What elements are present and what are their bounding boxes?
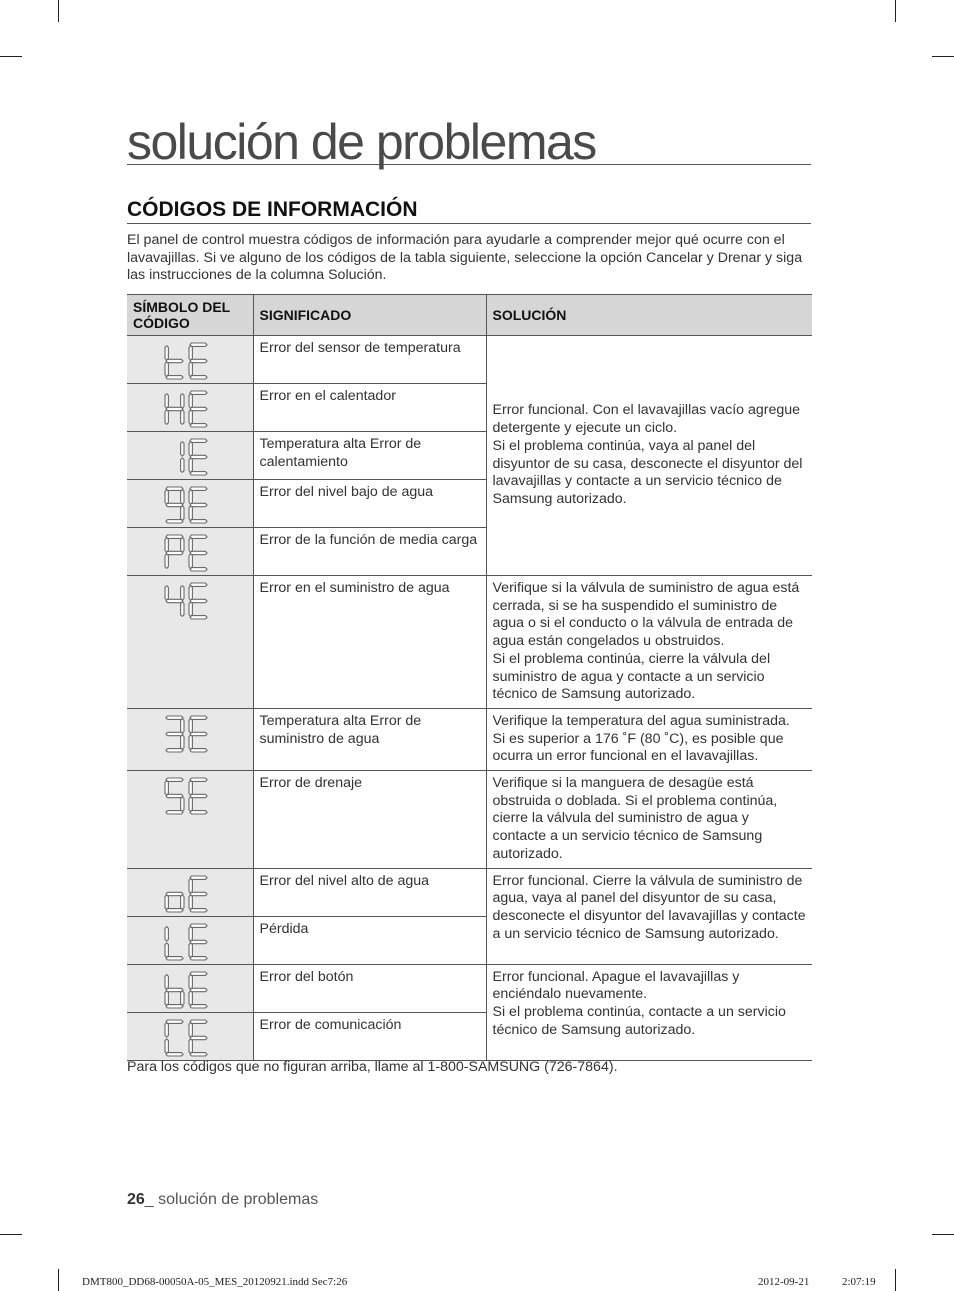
display-segment [190, 716, 207, 719]
display-segment [190, 794, 207, 797]
solution-text: Error funcional. Apague el lavavajillas y enciéndalo nuevamente. [492, 968, 740, 1003]
display-segment [165, 942, 168, 957]
display-segment [166, 535, 183, 538]
page-number: 26 [127, 1191, 145, 1208]
display-segment [181, 719, 184, 734]
display-segment [166, 359, 183, 362]
code-symbol-1E [127, 432, 253, 480]
display-segment [190, 908, 207, 911]
table-row [127, 771, 812, 869]
display-segment [189, 974, 192, 989]
display-segment [189, 894, 192, 909]
display-segment [190, 876, 207, 879]
display-segment [166, 520, 183, 523]
display-segment [190, 988, 207, 991]
display-segment [189, 410, 192, 425]
info-codes-table [127, 294, 812, 1061]
display-segment [189, 490, 192, 505]
display-segment [189, 362, 192, 377]
table-row [127, 336, 812, 384]
display-segment [190, 811, 207, 814]
solution-text: Si el problema continúa, cierre la válvula del suministro de agua y contacte a un servicio técnico de Samsung autorizado. [492, 650, 771, 703]
display-segment [189, 735, 192, 750]
display-segment [166, 716, 183, 719]
code-symbol-4E [127, 576, 253, 709]
display-segment [189, 1038, 192, 1053]
crop-mark [58, 0, 59, 22]
solution-cell [486, 868, 812, 964]
meaning-cell: Error de comunicación [253, 1012, 486, 1060]
crop-mark [0, 1234, 22, 1235]
table-row [127, 576, 812, 709]
display-segment [189, 942, 192, 957]
header-solution: SOLUCIÓN [486, 295, 812, 336]
solution-cell [486, 336, 812, 576]
meaning-cell: Temperatura alta Error de calentamiento [253, 432, 486, 480]
display-segment [181, 394, 184, 409]
display-segment [189, 878, 192, 893]
code-symbol-HE [127, 384, 253, 432]
solution-cell [486, 576, 812, 709]
display-segment [181, 735, 184, 750]
display-segment [165, 554, 168, 569]
display-segment [166, 1004, 183, 1007]
page-title: solución de problemas [127, 116, 811, 165]
display-segment [190, 472, 207, 475]
display-segment [190, 1036, 207, 1039]
display-segment [190, 359, 207, 362]
display-segment [165, 410, 168, 425]
code-symbol-oE [127, 868, 253, 916]
display-segment [190, 778, 207, 781]
intro-paragraph: El panel de control muestra códigos de información para ayudarle a comprender mejor qué ocurre con el lavavajillas. Si ve alguno de los códigos de la tabla siguiente, seleccione la opción Cancelar y Drenar y siga las instrucciones de la columna Solución. [127, 232, 803, 283]
display-segment [189, 538, 192, 553]
crop-mark [932, 1234, 954, 1235]
code-symbol-LE [127, 916, 253, 964]
display-segment [189, 719, 192, 734]
solution-text: Verifique la temperatura del agua suministrada. Si es superior a 176 ˚F (80 ˚C), es posible que ocurra un error funcional en el lavavajillas. [492, 712, 790, 765]
display-segment [190, 487, 207, 490]
code-symbol-9E [127, 480, 253, 528]
display-segment [190, 924, 207, 927]
meaning-cell: Error de drenaje [253, 771, 486, 869]
display-segment [181, 538, 184, 553]
display-segment [166, 732, 183, 735]
print-file-info: DMT800_DD68-00050A-05_MES_20120921.indd Sec7:26 [82, 1276, 348, 1288]
display-segment [181, 410, 184, 425]
display-segment [165, 1022, 168, 1037]
display-segment [166, 892, 183, 895]
display-segment [165, 538, 168, 553]
solution-text: Error funcional. Con el lavavajillas vacío agregue detergente y ejecute un ciclo. [492, 402, 801, 437]
display-segment [165, 894, 168, 909]
display-segment [166, 811, 183, 814]
solution-cell [486, 708, 812, 770]
meaning-cell: Error en el calentador [253, 384, 486, 432]
table-header-row [127, 295, 812, 336]
display-segment [190, 1004, 207, 1007]
crop-mark [895, 1269, 896, 1291]
display-segment [166, 956, 183, 959]
display-segment [166, 487, 183, 490]
display-segment [166, 778, 183, 781]
solution-text: Error funcional. Cierre la válvula de suministro de agua, vaya al panel del disyuntor de su casa, desconecte el disyuntor del lavavajillas y contacte a un servicio técnico de Samsung autorizado. [492, 872, 806, 942]
display-segment [189, 554, 192, 569]
crop-mark [58, 1269, 59, 1291]
display-segment [181, 442, 184, 457]
display-segment [190, 749, 207, 752]
display-segment [181, 797, 184, 812]
display-segment [166, 749, 183, 752]
header-meaning: SIGNIFICADO [253, 295, 486, 336]
display-segment [190, 568, 207, 571]
code-symbol-tE [127, 336, 253, 384]
meaning-cell: Error del nivel alto de agua [253, 868, 486, 916]
display-segment [190, 732, 207, 735]
display-segment [190, 391, 207, 394]
display-segment [165, 346, 168, 361]
meaning-cell: Error del nivel bajo de agua [253, 480, 486, 528]
meaning-cell: Error del botón [253, 964, 486, 1012]
footnote: Para los códigos que no figuran arriba, llame al 1-800-SAMSUNG (726-7864). [127, 1059, 618, 1075]
solution-cell [486, 771, 812, 869]
display-segment [190, 407, 207, 410]
print-date: 2012-09-21 [758, 1276, 810, 1288]
display-segment [190, 972, 207, 975]
display-segment [181, 894, 184, 909]
display-segment [165, 362, 168, 377]
display-segment [190, 616, 207, 619]
meaning-cell: Error del sensor de temperatura [253, 336, 486, 384]
display-segment [190, 551, 207, 554]
display-segment [190, 892, 207, 895]
display-segment [189, 926, 192, 941]
display-segment [165, 1038, 168, 1053]
display-segment [181, 458, 184, 473]
solution-text: Verifique si la manguera de desagüe está obstruida o doblada. Si el problema continúa, cierre la válvula del suministro de agua y contacte a un servicio técnico de Samsung autorizado. [492, 775, 778, 862]
display-segment [166, 794, 183, 797]
display-segment [189, 1022, 192, 1037]
display-segment [189, 458, 192, 473]
display-segment [165, 974, 168, 989]
display-segment [190, 520, 207, 523]
display-segment [165, 586, 168, 601]
display-segment [165, 990, 168, 1005]
display-segment [190, 439, 207, 442]
display-segment [190, 535, 207, 538]
display-segment [190, 956, 207, 959]
display-segment [189, 586, 192, 601]
display-segment [181, 602, 184, 617]
display-segment [166, 908, 183, 911]
display-segment [166, 1020, 183, 1023]
display-segment [166, 1052, 183, 1055]
crop-mark [895, 0, 896, 22]
table-row [127, 868, 812, 916]
display-segment [190, 583, 207, 586]
section-heading: CÓDIGOS DE INFORMACIÓN [127, 198, 811, 224]
code-symbol-3E [127, 708, 253, 770]
meaning-cell: Error de la función de media carga [253, 528, 486, 576]
display-segment [189, 442, 192, 457]
display-segment [190, 599, 207, 602]
code-symbol-CE [127, 1012, 253, 1060]
crop-mark [932, 56, 954, 57]
display-segment [189, 394, 192, 409]
display-segment [190, 940, 207, 943]
display-segment [190, 424, 207, 427]
display-segment [166, 551, 183, 554]
meaning-cell: Temperatura alta Error de suministro de agua [253, 708, 486, 770]
page-footer [127, 1191, 318, 1209]
display-segment [165, 781, 168, 796]
table-row [127, 708, 812, 770]
display-segment [181, 490, 184, 505]
code-symbol-PE [127, 528, 253, 576]
display-segment [166, 407, 183, 410]
header-symbol: SÍMBOLO DEL CÓDIGO [127, 295, 253, 336]
table-row [127, 964, 812, 1012]
display-segment [181, 586, 184, 601]
display-segment [190, 455, 207, 458]
display-segment [166, 599, 183, 602]
meaning-cell: Error en el suministro de agua [253, 576, 486, 709]
display-segment [165, 490, 168, 505]
display-segment [189, 602, 192, 617]
code-symbol-bE [127, 964, 253, 1012]
display-segment [189, 990, 192, 1005]
display-segment [190, 1020, 207, 1023]
display-segment [166, 503, 183, 506]
display-segment [189, 346, 192, 361]
display-segment [181, 990, 184, 1005]
display-segment [189, 506, 192, 521]
display-segment [190, 503, 207, 506]
display-segment [166, 988, 183, 991]
solution-text: Verifique si la válvula de suministro de agua está cerrada, si se ha suspendido el suministro de agua o si el conducto o la válvula de entrada de agua están congelados u obstruidos. [492, 580, 800, 650]
display-segment [190, 376, 207, 379]
solution-text: Si el problema continúa, contacte a un servicio técnico de Samsung autorizado. [492, 1003, 786, 1038]
solution-text: Si el problema continúa, vaya al panel del disyuntor de su casa, desconecte el disyuntor del lavavajillas y contacte a un servicio técnico de Samsung autorizado. [492, 437, 803, 507]
meaning-cell: Pérdida [253, 916, 486, 964]
page-footer-label: _ solución de problemas [144, 1191, 319, 1208]
crop-mark [0, 56, 22, 57]
display-segment [166, 376, 183, 379]
display-segment [165, 926, 168, 941]
solution-cell [486, 964, 812, 1060]
print-time: 2:07:19 [842, 1276, 876, 1288]
display-segment [190, 1052, 207, 1055]
display-segment [181, 506, 184, 521]
code-symbol-5E [127, 771, 253, 869]
display-segment [189, 797, 192, 812]
display-segment [165, 394, 168, 409]
display-segment [190, 343, 207, 346]
display-segment [189, 781, 192, 796]
